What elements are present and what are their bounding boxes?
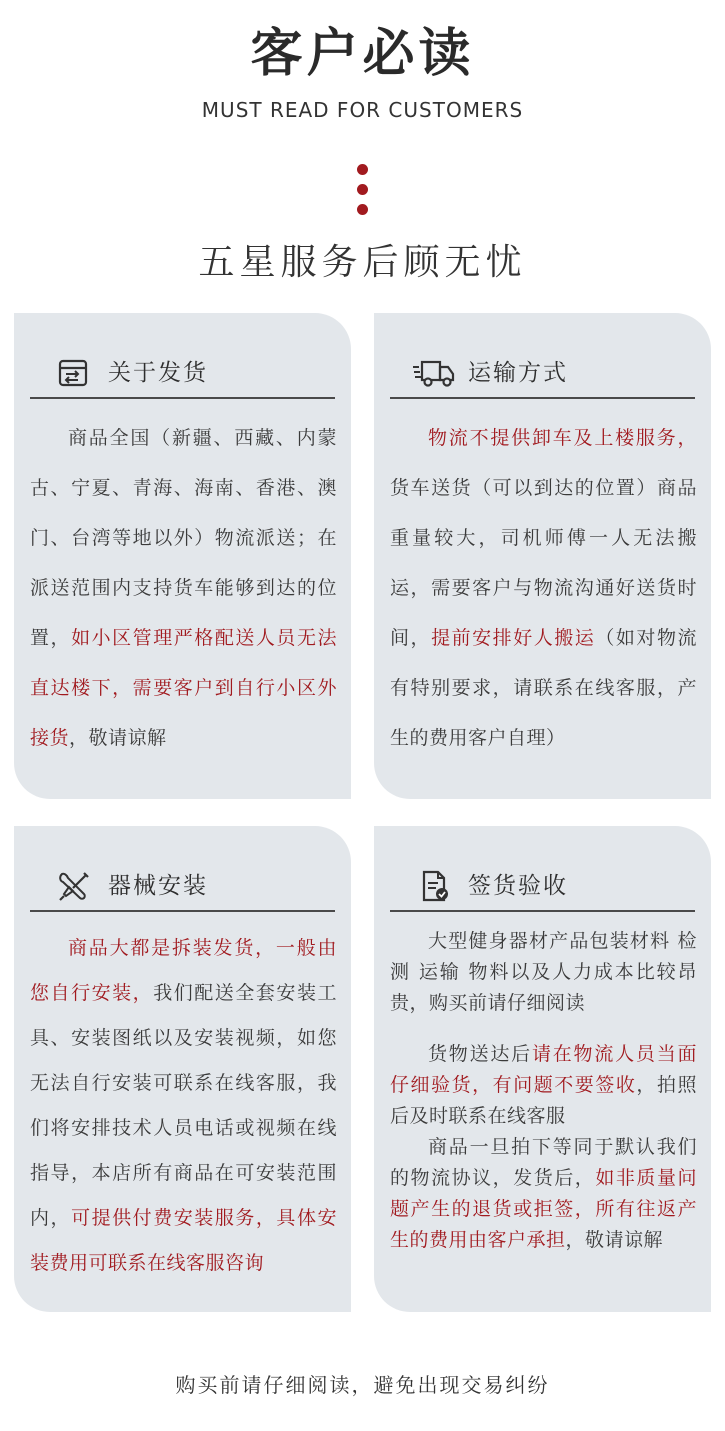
delivery-box-icon xyxy=(56,357,92,389)
card-acceptance xyxy=(374,826,711,1312)
card-shipping xyxy=(14,313,351,799)
text-segment: 货车送货（可以到达的位置）商品重量较大，司机师傅一人无法搬运，需要客户与物流沟通好送货时间， xyxy=(390,477,697,649)
text-segment: ，敬请谅解 xyxy=(565,1229,664,1251)
text-segment: 商品全国（新疆、西藏、内蒙古、宁夏、青海、海南、香港、澳门、台湾等地以外）物流派送；在派送范围内支持货车能够到达的位置， xyxy=(30,427,337,649)
truck-icon xyxy=(412,357,456,389)
highlight-text: 如小区管理严格配送人员无法直达楼下，需要客户到自行小区外接货 xyxy=(30,627,337,749)
divider-dot xyxy=(357,204,368,215)
highlight-text: 商品大都是拆装发货，一般由您自行安装， xyxy=(30,937,337,1004)
paragraph: 大型健身器材产品包装材料 检测 运输 物料以及人力成本比较昂贵，购买前请仔细阅读 xyxy=(390,930,697,1014)
card-header xyxy=(30,353,335,399)
divider-dots xyxy=(357,164,369,218)
text-segment: 我们配送全套安装工具、安装图纸以及安装视频，如您无法自行安装可联系在线客服，我们将安排技术人员电话或视频在线指导，本店所有商品在可安装范围内， xyxy=(30,982,337,1229)
page-subtitle: MUST READ FOR CUSTOMERS xyxy=(201,98,524,122)
text-segment: ，拍照后及时联系在线客服 xyxy=(390,1074,697,1127)
card-title: 关于发货 xyxy=(108,360,208,386)
card-body xyxy=(30,413,337,763)
text-segment: 货物送达后 xyxy=(428,1043,532,1065)
card-header xyxy=(30,866,335,912)
text-segment: ，敬请谅解 xyxy=(69,727,167,749)
wrench-screwdriver-icon xyxy=(56,870,92,902)
card-title: 签货验收 xyxy=(468,873,568,899)
divider-dot xyxy=(357,184,368,195)
highlight-text: 提前安排好人搬运 xyxy=(431,627,596,649)
text-segment: （如对物流有特别要求，请联系在线客服，产生的费用客户自理） xyxy=(390,627,697,749)
highlight-text: 物流不提供卸车及上楼服务， xyxy=(428,427,697,449)
header-underline xyxy=(390,910,695,912)
highlight-text: 请在物流人员当面仔细验货，有问题不要签收 xyxy=(390,1043,697,1096)
highlight-text: 如非质量问题产生的退货或拒签，所有往返产生的费用由客户承担 xyxy=(390,1167,697,1251)
header-underline xyxy=(30,397,335,399)
card-header xyxy=(390,866,695,912)
card-title: 运输方式 xyxy=(468,360,568,386)
text-segment: 商品一旦拍下等同于默认我们的物流协议，发货后， xyxy=(390,1136,697,1189)
header-underline xyxy=(30,910,335,912)
highlight-text: 可提供付费安装服务，具体安装费用可联系在线客服咨询 xyxy=(30,1207,337,1274)
card-title: 器械安装 xyxy=(108,873,208,899)
page-title: 客户必读 xyxy=(250,24,475,84)
slogan: 五星服务后顾无忧 xyxy=(198,242,527,283)
card-body xyxy=(390,926,697,1256)
card-body xyxy=(390,413,697,763)
paragraph-gap xyxy=(390,1019,697,1039)
paragraph xyxy=(390,1039,697,1132)
paragraph xyxy=(390,1132,697,1256)
card-transport xyxy=(374,313,711,799)
card-body xyxy=(30,926,337,1286)
header-underline xyxy=(390,397,695,399)
footer-note: 购买前请仔细阅读，避免出现交易纠纷 xyxy=(175,1373,550,1397)
card-header xyxy=(390,353,695,399)
card-installation xyxy=(14,826,351,1312)
document-check-icon xyxy=(416,870,452,902)
divider-dot xyxy=(357,164,368,175)
